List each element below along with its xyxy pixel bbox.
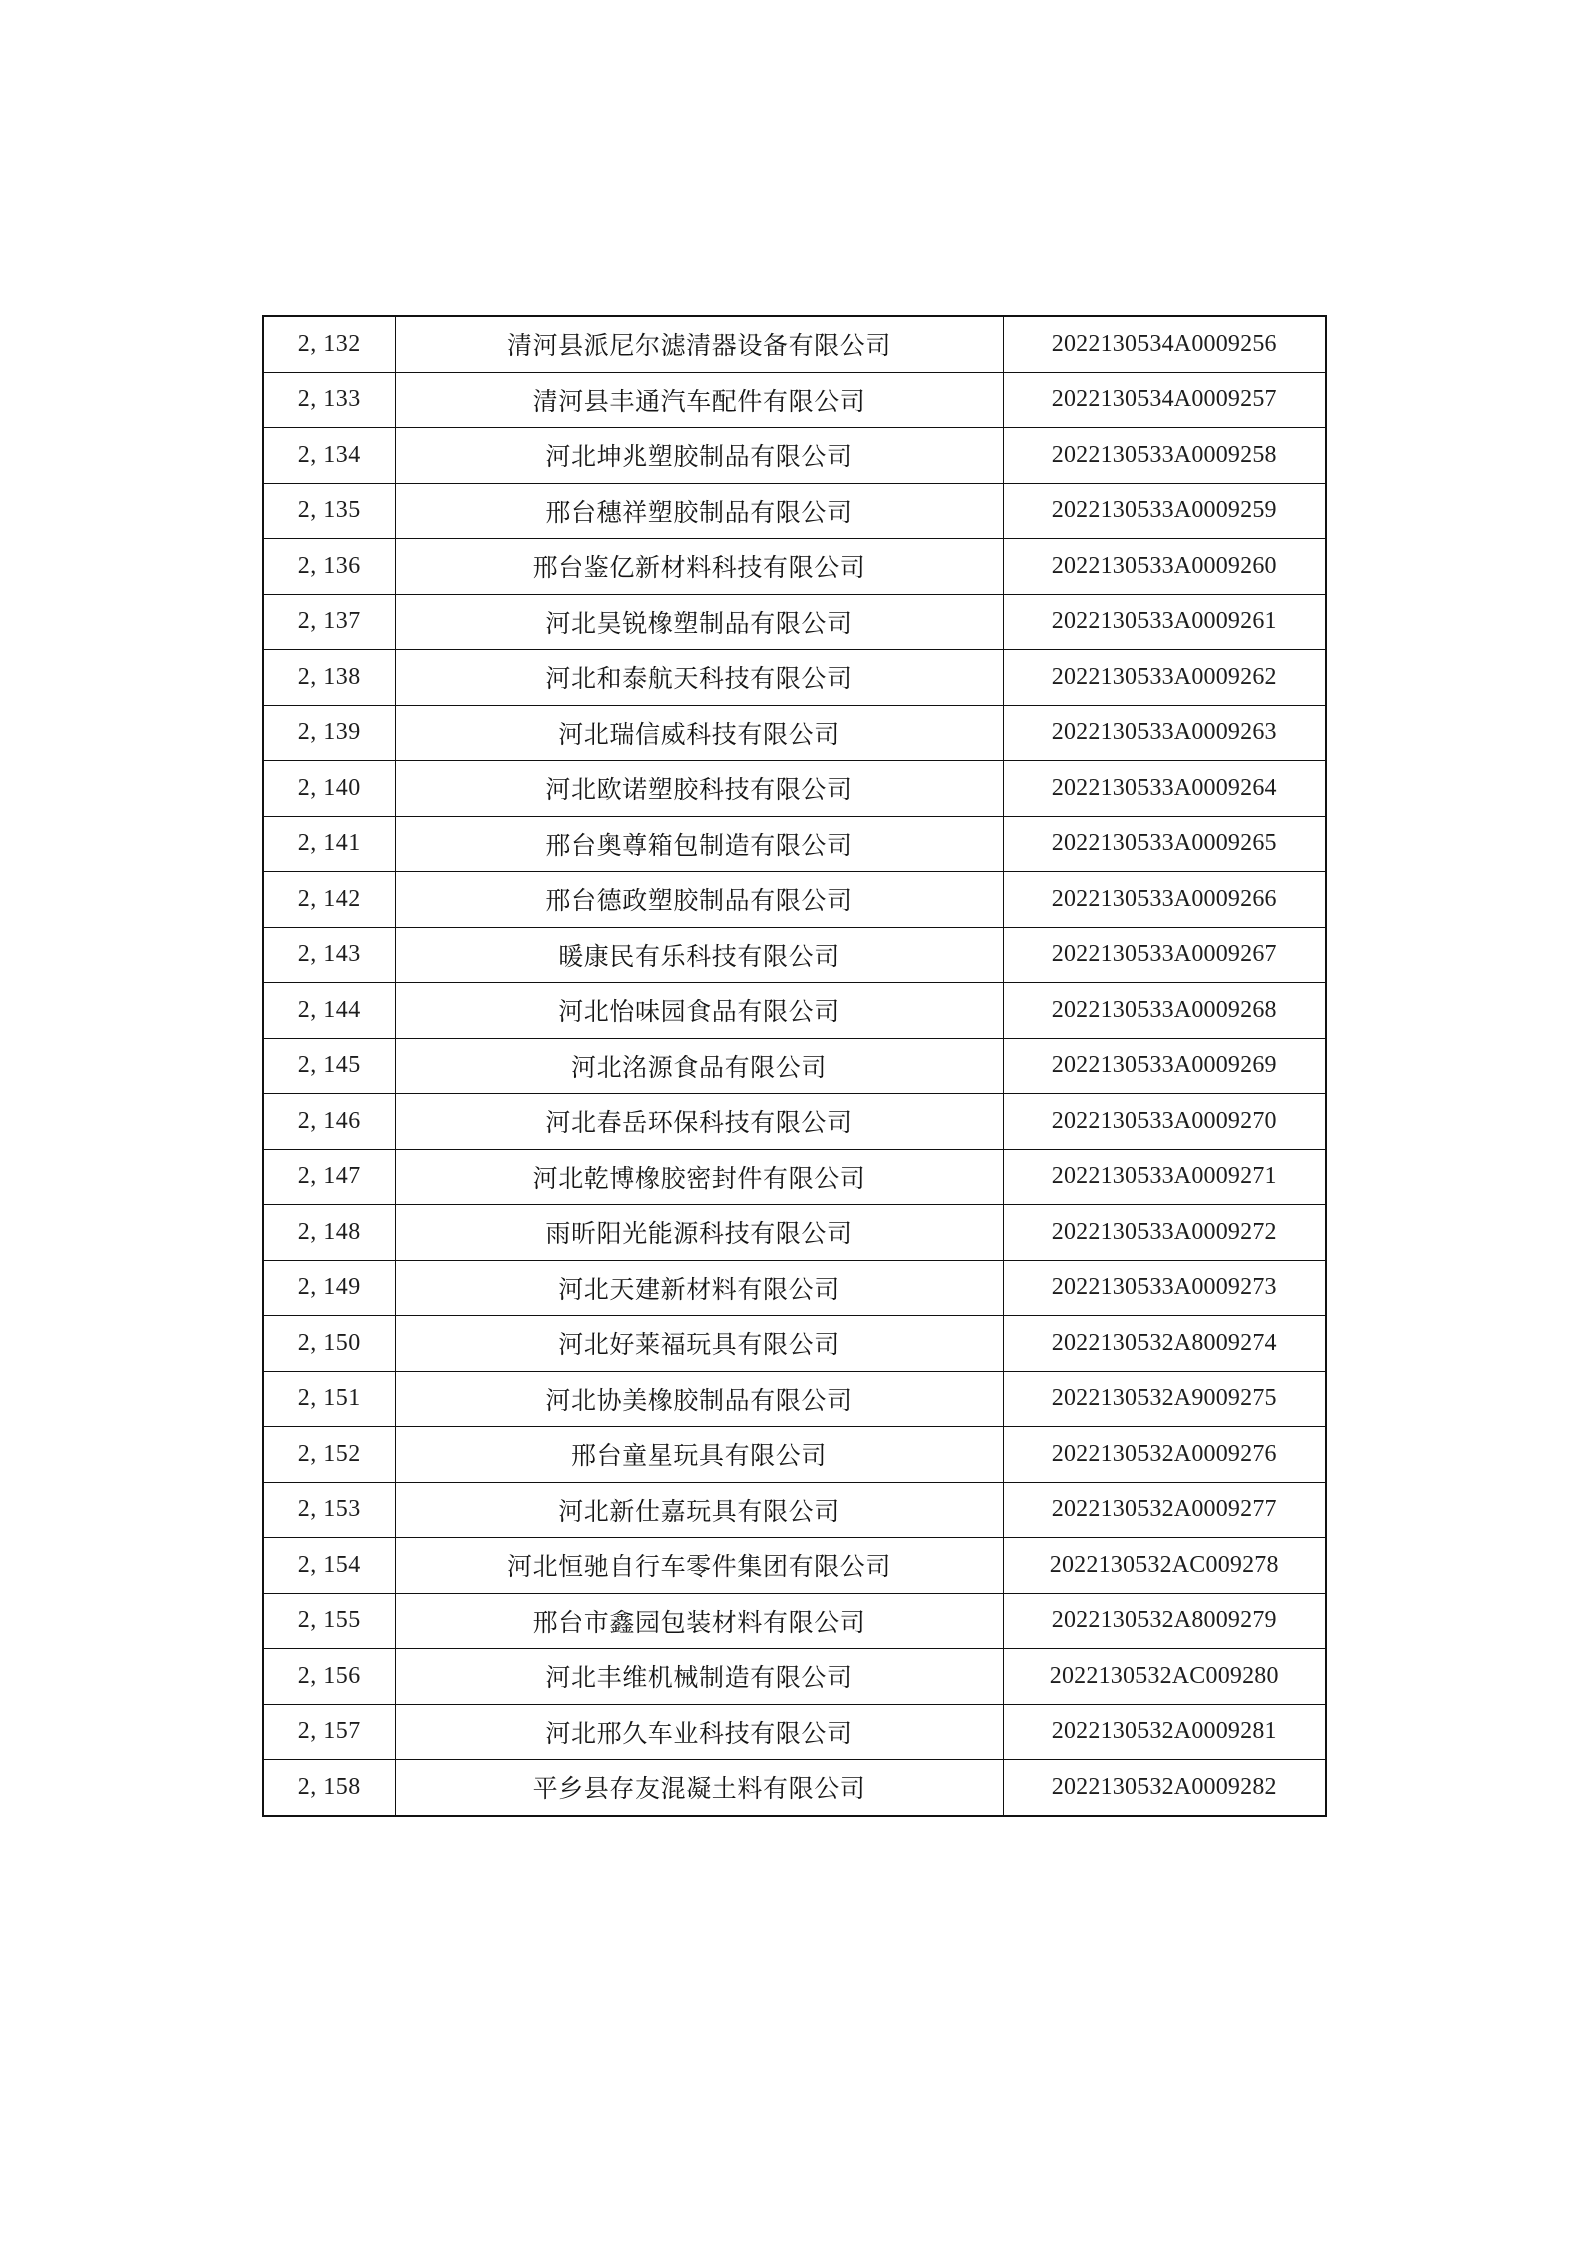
table-row (263, 539, 1326, 595)
company-name-cell: 邢台鉴亿新材料科技有限公司 (395, 539, 1003, 595)
row-index-cell: 2, 136 (263, 539, 395, 595)
registration-code-cell: 2022130533A0009267 (1003, 927, 1326, 983)
company-name-cell: 邢台市鑫园包装材料有限公司 (395, 1593, 1003, 1649)
row-index-cell: 2, 156 (263, 1649, 395, 1705)
row-index-cell: 2, 132 (263, 316, 395, 372)
row-index-cell: 2, 144 (263, 983, 395, 1039)
company-name-cell: 河北乾博橡胶密封件有限公司 (395, 1149, 1003, 1205)
table-row (263, 816, 1326, 872)
company-name-cell: 河北邢久车业科技有限公司 (395, 1704, 1003, 1760)
registration-code-cell: 2022130533A0009261 (1003, 594, 1326, 650)
company-name-cell: 河北恒驰自行车零件集团有限公司 (395, 1538, 1003, 1594)
row-index-cell: 2, 141 (263, 816, 395, 872)
row-index-cell: 2, 158 (263, 1760, 395, 1816)
registration-code-cell: 2022130532A8009279 (1003, 1593, 1326, 1649)
registration-code-cell: 2022130532A9009275 (1003, 1371, 1326, 1427)
registration-code-cell: 2022130532A0009276 (1003, 1427, 1326, 1483)
company-name-cell: 暖康民有乐科技有限公司 (395, 927, 1003, 983)
row-index-cell: 2, 146 (263, 1094, 395, 1150)
table-row (263, 1260, 1326, 1316)
row-index-cell: 2, 154 (263, 1538, 395, 1594)
company-name-cell: 河北昊锐橡塑制品有限公司 (395, 594, 1003, 650)
row-index-cell: 2, 157 (263, 1704, 395, 1760)
registration-code-cell: 2022130533A0009269 (1003, 1038, 1326, 1094)
registration-code-cell: 2022130534A0009256 (1003, 316, 1326, 372)
table-row (263, 705, 1326, 761)
registration-code-cell: 2022130532A8009274 (1003, 1316, 1326, 1372)
table-row (263, 1094, 1326, 1150)
table-row (263, 428, 1326, 484)
registration-code-cell: 2022130533A0009264 (1003, 761, 1326, 817)
row-index-cell: 2, 147 (263, 1149, 395, 1205)
company-name-cell: 河北好莱福玩具有限公司 (395, 1316, 1003, 1372)
company-name-cell: 河北丰维机械制造有限公司 (395, 1649, 1003, 1705)
table-row (263, 1427, 1326, 1483)
company-name-cell: 平乡县存友混凝土料有限公司 (395, 1760, 1003, 1816)
row-index-cell: 2, 143 (263, 927, 395, 983)
company-name-cell: 邢台奥尊箱包制造有限公司 (395, 816, 1003, 872)
row-index-cell: 2, 152 (263, 1427, 395, 1483)
registration-code-cell: 2022130533A0009263 (1003, 705, 1326, 761)
row-index-cell: 2, 153 (263, 1482, 395, 1538)
table-row (263, 650, 1326, 706)
company-name-cell: 河北瑞信威科技有限公司 (395, 705, 1003, 761)
company-name-cell: 邢台童星玩具有限公司 (395, 1427, 1003, 1483)
table-row (263, 316, 1326, 372)
registration-code-cell: 2022130532A0009282 (1003, 1760, 1326, 1816)
table-row (263, 1038, 1326, 1094)
registration-code-cell: 2022130532AC009278 (1003, 1538, 1326, 1594)
row-index-cell: 2, 133 (263, 372, 395, 428)
table-body (263, 316, 1326, 1816)
company-name-cell: 河北和泰航天科技有限公司 (395, 650, 1003, 706)
registration-code-cell: 2022130534A0009257 (1003, 372, 1326, 428)
registration-code-cell: 2022130532AC009280 (1003, 1649, 1326, 1705)
table-row (263, 1704, 1326, 1760)
table-row (263, 1538, 1326, 1594)
table-row (263, 761, 1326, 817)
company-name-cell: 清河县丰通汽车配件有限公司 (395, 372, 1003, 428)
company-name-cell: 河北欧诺塑胶科技有限公司 (395, 761, 1003, 817)
table-row (263, 1371, 1326, 1427)
registration-code-cell: 2022130533A0009272 (1003, 1205, 1326, 1261)
table-row (263, 927, 1326, 983)
company-name-cell: 邢台穗祥塑胶制品有限公司 (395, 483, 1003, 539)
company-name-cell: 河北怡味园食品有限公司 (395, 983, 1003, 1039)
registration-code-cell: 2022130533A0009271 (1003, 1149, 1326, 1205)
table-row (263, 1593, 1326, 1649)
table-row (263, 1649, 1326, 1705)
company-name-cell: 河北天建新材料有限公司 (395, 1260, 1003, 1316)
row-index-cell: 2, 138 (263, 650, 395, 706)
row-index-cell: 2, 155 (263, 1593, 395, 1649)
row-index-cell: 2, 137 (263, 594, 395, 650)
registration-code-cell: 2022130533A0009268 (1003, 983, 1326, 1039)
registration-code-cell: 2022130532A0009281 (1003, 1704, 1326, 1760)
table-row (263, 594, 1326, 650)
company-name-cell: 河北洺源食品有限公司 (395, 1038, 1003, 1094)
table-row (263, 1149, 1326, 1205)
company-name-cell: 邢台德政塑胶制品有限公司 (395, 872, 1003, 928)
company-name-cell: 雨昕阳光能源科技有限公司 (395, 1205, 1003, 1261)
registration-code-cell: 2022130532A0009277 (1003, 1482, 1326, 1538)
row-index-cell: 2, 149 (263, 1260, 395, 1316)
row-index-cell: 2, 145 (263, 1038, 395, 1094)
company-registry-table (262, 315, 1327, 1817)
table-row (263, 1316, 1326, 1372)
company-registry-table-container (262, 315, 1325, 1817)
company-name-cell: 清河县派尼尔滤清器设备有限公司 (395, 316, 1003, 372)
row-index-cell: 2, 151 (263, 1371, 395, 1427)
registration-code-cell: 2022130533A0009258 (1003, 428, 1326, 484)
row-index-cell: 2, 150 (263, 1316, 395, 1372)
row-index-cell: 2, 142 (263, 872, 395, 928)
company-name-cell: 河北春岳环保科技有限公司 (395, 1094, 1003, 1150)
registration-code-cell: 2022130533A0009265 (1003, 816, 1326, 872)
registration-code-cell: 2022130533A0009262 (1003, 650, 1326, 706)
row-index-cell: 2, 140 (263, 761, 395, 817)
row-index-cell: 2, 135 (263, 483, 395, 539)
company-name-cell: 河北新仕嘉玩具有限公司 (395, 1482, 1003, 1538)
registration-code-cell: 2022130533A0009260 (1003, 539, 1326, 595)
row-index-cell: 2, 148 (263, 1205, 395, 1261)
row-index-cell: 2, 139 (263, 705, 395, 761)
registration-code-cell: 2022130533A0009273 (1003, 1260, 1326, 1316)
table-row (263, 872, 1326, 928)
table-row (263, 1760, 1326, 1816)
company-name-cell: 河北坤兆塑胶制品有限公司 (395, 428, 1003, 484)
table-row (263, 372, 1326, 428)
registration-code-cell: 2022130533A0009270 (1003, 1094, 1326, 1150)
table-row (263, 1205, 1326, 1261)
registration-code-cell: 2022130533A0009266 (1003, 872, 1326, 928)
table-row (263, 983, 1326, 1039)
company-name-cell: 河北协美橡胶制品有限公司 (395, 1371, 1003, 1427)
table-row (263, 1482, 1326, 1538)
row-index-cell: 2, 134 (263, 428, 395, 484)
table-row (263, 483, 1326, 539)
registration-code-cell: 2022130533A0009259 (1003, 483, 1326, 539)
